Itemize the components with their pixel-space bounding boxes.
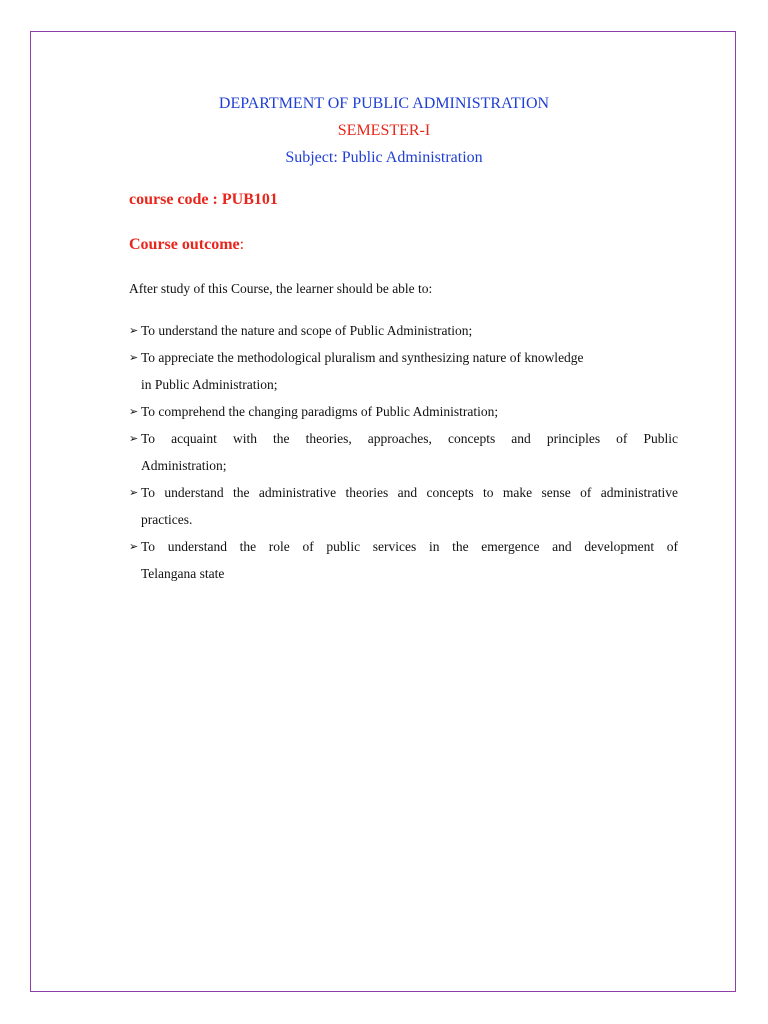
outcome-line: Telangana state xyxy=(141,566,225,581)
arrow-bullet-icon: ➢ xyxy=(129,324,139,337)
arrow-bullet-icon: ➢ xyxy=(129,432,139,445)
outcome-line: To comprehend the changing paradigms of Public Administration; xyxy=(141,404,499,419)
outcome-item xyxy=(129,425,678,479)
outcome-line: To understand the nature and scope of Public Administration; xyxy=(141,323,473,338)
arrow-bullet-icon: ➢ xyxy=(129,540,139,553)
department-title: DEPARTMENT OF PUBLIC ADMINISTRATION xyxy=(218,95,550,112)
semester-title: SEMESTER-I xyxy=(337,122,431,139)
outcome-line: To appreciate the methodological pluralism and synthesizing nature of knowledge xyxy=(141,350,584,365)
outcome-line: To understand the role of public services in the emergence and development of xyxy=(141,539,678,554)
arrow-bullet-icon: ➢ xyxy=(129,486,139,499)
outcome-line: in Public Administration; xyxy=(141,377,278,392)
course-outcome-heading-colon: : xyxy=(239,236,245,253)
outcome-item xyxy=(129,479,678,533)
outcomes-list xyxy=(129,317,678,587)
course-outcome-heading xyxy=(129,234,244,256)
outcome-item xyxy=(129,533,678,587)
outcome-item xyxy=(129,344,678,398)
outcome-line: To understand the administrative theories and concepts to make sense of administrative xyxy=(141,485,678,500)
arrow-bullet-icon: ➢ xyxy=(129,351,139,364)
course-code: course code : PUB101 xyxy=(129,191,278,208)
outcome-item xyxy=(129,398,678,425)
outcome-line: To acquaint with the theories, approaches, concepts and principles of Public xyxy=(141,431,678,446)
arrow-bullet-icon: ➢ xyxy=(129,405,139,418)
outcome-line: Administration; xyxy=(141,458,227,473)
subject-title: Subject: Public Administration xyxy=(285,149,483,166)
outcome-line: practices. xyxy=(141,512,193,527)
intro-text: After study of this Course, the learner should be able to: xyxy=(129,281,433,296)
outcome-item xyxy=(129,317,678,344)
course-outcome-heading-text: Course outcome xyxy=(129,236,240,253)
